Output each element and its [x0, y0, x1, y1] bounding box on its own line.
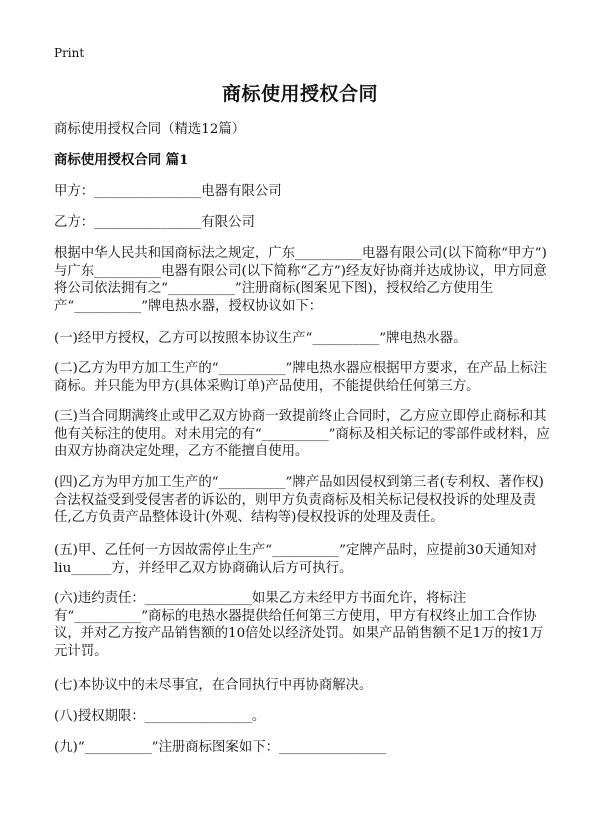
print-link[interactable]: Print — [54, 46, 85, 60]
document-subtitle: 商标使用授权合同（精选12篇） — [54, 122, 246, 137]
clause-4: (四)乙方为甲方加工生产的“__________”牌产品如因侵权到第三者(专利权、著作权)合法权益受到受侵害者的诉讼的，则甲方负责商标及相关标记侵权投诉的处理及责任,乙方负责产品整体设计(外观、结构等)侵权投诉的处理及责任。 — [54, 475, 544, 525]
section-heading: 商标使用授权合同 篇1 — [54, 152, 189, 168]
clause-8: (八)授权期限：________________。 — [54, 709, 266, 724]
clause-9: (九)“__________”注册商标图案如下：________________ — [54, 740, 387, 755]
clause-3: (三)当合同期满终止或甲乙双方协商一致提前终止合同时，乙方应立即停止商标和其他有关标注的使用。对未用完的有“__________”商标及相关标记的零部件或材料，应由双方协商决定处理，乙方不能擅自使用。 — [54, 409, 550, 459]
document-title: 商标使用授权合同 — [221, 83, 378, 105]
party-a-line: 甲方：________________电器有限公司 — [54, 184, 282, 199]
preamble-paragraph: 根据中华人民共和国商标法之规定，广东__________电器有限公司(以下简称“甲方”)与广东__________电器有限公司(以下简称“乙方”)经友好协商并达成协议，甲方同意将公司依法拥有之“__________”注册商标(图案见下图)，授权给乙方使用生产“__________”牌电热水器，授权协议如下： — [54, 246, 547, 314]
clause-6: (六)违约责任：________________如果乙方未经甲方书面允许，将标注有“__________”商标的电热水器提供给任何第三方使用，甲方有权终止加工合作协议，并对乙方按产品销售额的10倍处以经济处罚。如果产品销售额不足1万的按1万元计罚。 — [54, 591, 544, 659]
clause-7: (七)本协议中的未尽事宜，在合同执行中再协商解决。 — [54, 678, 373, 693]
party-b-line: 乙方：________________有限公司 — [54, 215, 255, 230]
clause-2: (二)乙方为甲方加工生产的“__________”牌电热水器应根据甲方要求，在产品上标注商标。并只能为甲方(具体采购订单)产品使用，不能提供给任何第三方。 — [54, 361, 547, 394]
clause-1: (一)经甲方授权，乙方可以按照本协议生产“__________”牌电热水器。 — [54, 331, 467, 346]
clause-5: (五)甲、乙任何一方因故需停止生产“__________”定牌产品时，应提前30天通知对liu______方，并经甲乙双方协商确认后方可执行。 — [54, 543, 538, 576]
